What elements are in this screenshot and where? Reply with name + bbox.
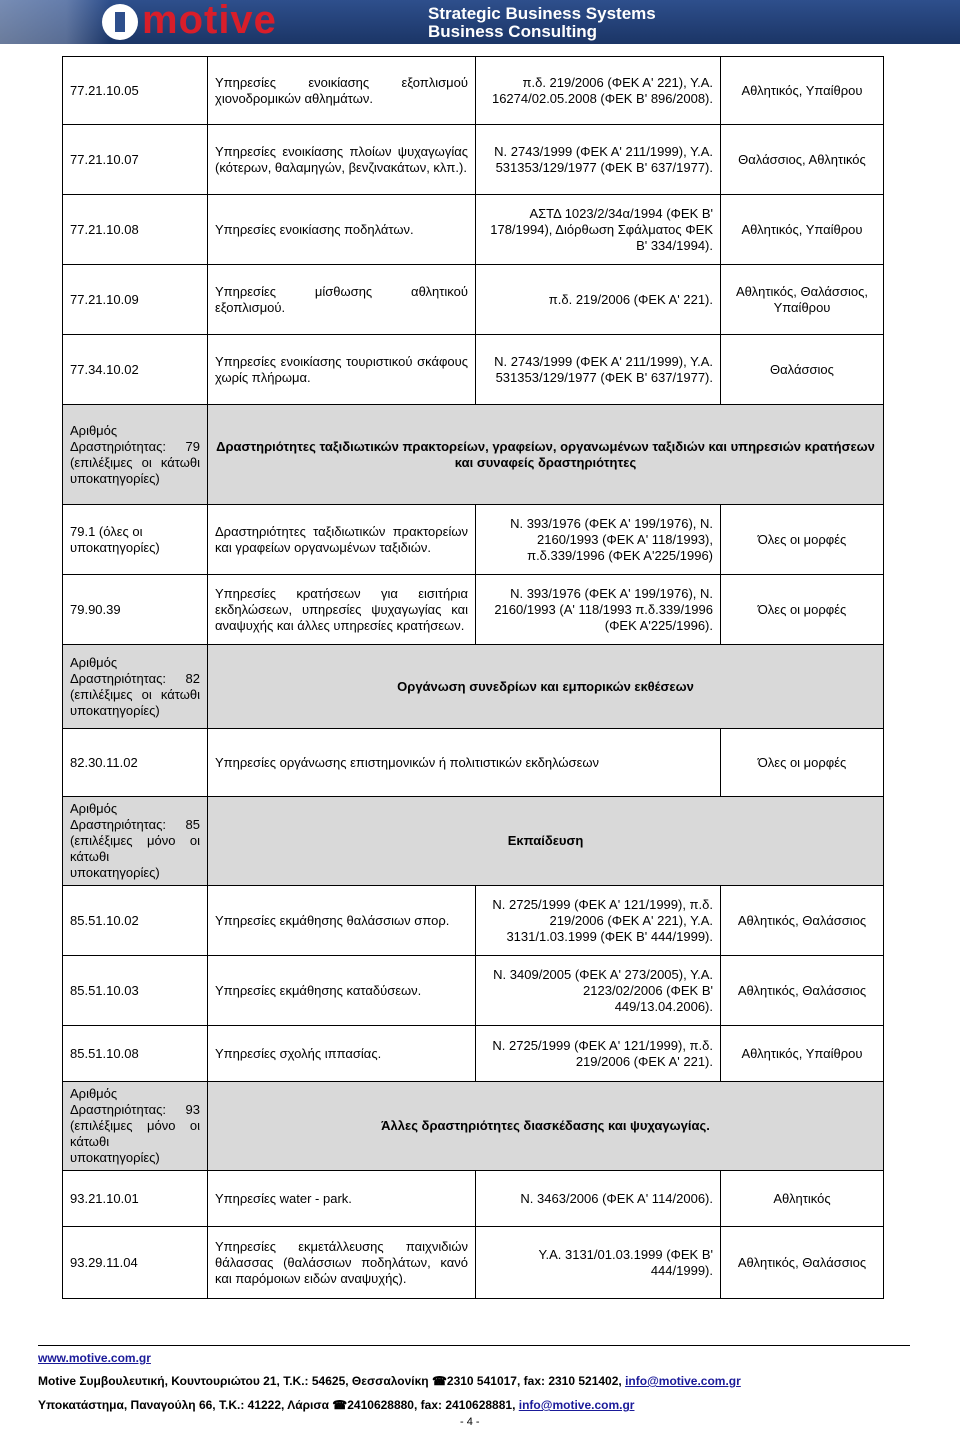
- activity-code: 77.21.10.09: [63, 265, 208, 335]
- activity-code: 79.1 (όλες οι υποκατηγορίες): [63, 505, 208, 575]
- activity-code: 79.90.39: [63, 575, 208, 645]
- group-title: Άλλες δραστηριότητες διασκέδασης και ψυχαγωγίας.: [208, 1082, 884, 1171]
- footer-address-main: [38, 1374, 741, 1388]
- activity-law: Ν. 3409/2005 (ΦΕΚ Α' 273/2005), Υ.Α. 2123/02/2006 (ΦΕΚ Β' 449/13.04.2006).: [476, 956, 721, 1026]
- activity-category: Αθλητικός, Υπαίθρου: [721, 1026, 884, 1082]
- footer-divider: [38, 1345, 910, 1346]
- table-row: [63, 575, 884, 645]
- activity-law: Υ.Α. 3131/01.03.1999 (ΦΕΚ Β' 444/1999).: [476, 1227, 721, 1299]
- table-row: [63, 195, 884, 265]
- activity-desc: Υπηρεσίες εκμάθησης θαλάσσιων σπορ.: [208, 886, 476, 956]
- email-link-branch[interactable]: info@motive.com.gr: [518, 1398, 635, 1412]
- group-label: Αριθμός Δραστηριότητας: 85 (επιλέξιμες μόνο οι κάτωθι υποκατηγορίες): [63, 797, 208, 886]
- activity-desc: Υπηρεσίες οργάνωσης επιστημονικών ή πολιτιστικών εκδηλώσεων: [208, 729, 721, 797]
- activity-code: 77.21.10.05: [63, 57, 208, 125]
- activity-law: Ν. 393/1976 (ΦΕΚ Α' 199/1976), Ν. 2160/1993 (Α' 118/1993 π.δ.339/1996 (ΦΕΚ Α'225/1996).: [476, 575, 721, 645]
- activity-law: π.δ. 219/2006 (ΦΕΚ Α' 221).: [476, 265, 721, 335]
- activity-category: Όλες οι μορφές: [721, 729, 884, 797]
- group-label: Αριθμός Δραστηριότητας: 82 (επιλέξιμες οι κάτωθι υποκατηγορίες): [63, 645, 208, 729]
- activity-category: Αθλητικός, Θαλάσσιος: [721, 1227, 884, 1299]
- activity-desc: Υπηρεσίες ενοικίασης τουριστικού σκάφους χωρίς πλήρωμα.: [208, 335, 476, 405]
- tagline-2: Business Consulting: [428, 22, 598, 41]
- address-branch-text: Υποκατάστημα, Παναγούλη 66, Τ.Κ.: 41222, Λάρισα ☎2410628880, fax: 2410628881,: [38, 1398, 516, 1412]
- activity-law: Ν. 2725/1999 (ΦΕΚ Α' 121/1999), π.δ. 219/2006 (ΦΕΚ Α' 221), Υ.Α. 3131/1.03.1999 (ΦΕΚ Β' 444/1999).: [476, 886, 721, 956]
- activity-category: Αθλητικός, Υπαίθρου: [721, 195, 884, 265]
- activity-code: 93.21.10.01: [63, 1171, 208, 1227]
- table-row: [63, 1171, 884, 1227]
- activity-desc: Υπηρεσίες κρατήσεων για εισιτήρια εκδηλώσεων, υπηρεσίες ψυχαγωγίας και αναψυχής και άλλες υπηρεσίες κρατήσεων.: [208, 575, 476, 645]
- activity-category: Θαλάσσιος: [721, 335, 884, 405]
- activity-category: Όλες οι μορφές: [721, 575, 884, 645]
- activity-desc: Δραστηριότητες ταξιδιωτικών πρακτορείων και γραφείων οργανωμένων ταξιδιών.: [208, 505, 476, 575]
- activity-law: ΑΣΤΔ 1023/2/34α/1994 (ΦΕΚ Β' 178/1994), Διόρθωση Σφάλματος ΦΕΚ Β' 334/1994).: [476, 195, 721, 265]
- activity-desc: Υπηρεσίες ενοικίασης εξοπλισμού χιονοδρομικών αθλημάτων.: [208, 57, 476, 125]
- table-row: [63, 125, 884, 195]
- activity-category: Θαλάσσιος, Αθλητικός: [721, 125, 884, 195]
- table-row: [63, 505, 884, 575]
- email-link-main[interactable]: info@motive.com.gr: [625, 1374, 741, 1388]
- table-row: [63, 265, 884, 335]
- motive-logo-icon: [102, 4, 138, 40]
- activity-category: Αθλητικός, Θαλάσσιος, Υπαίθρου: [721, 265, 884, 335]
- activity-code: 82.30.11.02: [63, 729, 208, 797]
- group-header-79: [63, 405, 884, 505]
- group-title: Εκπαίδευση: [208, 797, 884, 886]
- activity-code: 77.21.10.07: [63, 125, 208, 195]
- activity-desc: Υπηρεσίες μίσθωσης αθλητικού εξοπλισμού.: [208, 265, 476, 335]
- activity-law: Ν. 2725/1999 (ΦΕΚ Α' 121/1999), π.δ. 219/2006 (ΦΕΚ Α' 221).: [476, 1026, 721, 1082]
- group-title: Οργάνωση συνεδρίων και εμπορικών εκθέσεων: [208, 645, 884, 729]
- activity-law: π.δ. 219/2006 (ΦΕΚ Α' 221), Υ.Α. 16274/02.05.2008 (ΦΕΚ Β' 896/2008).: [476, 57, 721, 125]
- activity-code: 85.51.10.03: [63, 956, 208, 1026]
- activities-table: [62, 56, 884, 1299]
- table-row: [63, 956, 884, 1026]
- website-link[interactable]: www.motive.com.gr: [38, 1351, 151, 1365]
- activity-category: Αθλητικός, Υπαίθρου: [721, 57, 884, 125]
- activity-code: 77.21.10.08: [63, 195, 208, 265]
- activity-desc: Υπηρεσίες ενοικίασης πλοίων ψυχαγωγίας (κότερων, θαλαμηγών, βενζινακάτων, κλπ.).: [208, 125, 476, 195]
- activity-law: Ν. 3463/2006 (ΦΕΚ Α' 114/2006).: [476, 1171, 721, 1227]
- table-row: [63, 729, 884, 797]
- activity-code: 77.34.10.02: [63, 335, 208, 405]
- table-row: [63, 1026, 884, 1082]
- group-header-85: [63, 797, 884, 886]
- group-header-82: [63, 645, 884, 729]
- activity-code: 85.51.10.08: [63, 1026, 208, 1082]
- activity-desc: Υπηρεσίες water - park.: [208, 1171, 476, 1227]
- table-row: [63, 335, 884, 405]
- activity-desc: Υπηρεσίες ενοικίασης ποδηλάτων.: [208, 195, 476, 265]
- group-title: Δραστηριότητες ταξιδιωτικών πρακτορείων, γραφείων, οργανωμένων ταξιδιών και υπηρεσιών κρατήσεων και συναφείς δραστηριότητες: [208, 405, 884, 505]
- group-label: Αριθμός Δραστηριότητας: 93 (επιλέξιμες μόνο οι κάτωθι υποκατηγορίες): [63, 1082, 208, 1171]
- activity-category: Αθλητικός, Θαλάσσιος: [721, 886, 884, 956]
- activity-code: 85.51.10.02: [63, 886, 208, 956]
- group-header-93: [63, 1082, 884, 1171]
- activity-desc: Υπηρεσίες σχολής ιππασίας.: [208, 1026, 476, 1082]
- activity-desc: Υπηρεσίες εκμετάλλευσης παιχνιδιών θάλασσας (θαλάσσιων ποδηλάτων, κανό και παρόμοιων ειδών αναψυχής).: [208, 1227, 476, 1299]
- tagline-1: Strategic Business Systems: [428, 4, 656, 23]
- banner-swoosh: [0, 0, 110, 44]
- activity-category: Αθλητικός, Θαλάσσιος: [721, 956, 884, 1026]
- activity-law: Ν. 2743/1999 (ΦΕΚ Α' 211/1999), Υ.Α. 531353/129/1977 (ΦΕΚ Β' 637/1977).: [476, 335, 721, 405]
- table-row: [63, 57, 884, 125]
- address-main-text: Motive Συμβουλευτική, Κουντουριώτου 21, Τ.Κ.: 54625, Θεσσαλονίκη ☎2310 541017, fax: 2310 521402,: [38, 1374, 622, 1388]
- brand-name: motive: [142, 0, 277, 42]
- activity-law: Ν. 393/1976 (ΦΕΚ Α' 199/1976), Ν. 2160/1993 (ΦΕΚ Α' 118/1993), π.δ.339/1996 (ΦΕΚ Α'225/1996): [476, 505, 721, 575]
- table-row: [63, 1227, 884, 1299]
- group-label: Αριθμός Δραστηριότητας: 79 (επιλέξιμες οι κάτωθι υποκατηγορίες): [63, 405, 208, 505]
- activity-desc: Υπηρεσίες εκμάθησης καταδύσεων.: [208, 956, 476, 1026]
- activity-category: Όλες οι μορφές: [721, 505, 884, 575]
- footer-address-branch: [38, 1398, 634, 1412]
- table-row: [63, 886, 884, 956]
- page-number: - 4 -: [460, 1416, 480, 1428]
- activity-category: Αθλητικός: [721, 1171, 884, 1227]
- activity-law: Ν. 2743/1999 (ΦΕΚ Α' 211/1999), Υ.Α. 531353/129/1977 (ΦΕΚ Β' 637/1977).: [476, 125, 721, 195]
- header-banner: [0, 0, 960, 44]
- activity-code: 93.29.11.04: [63, 1227, 208, 1299]
